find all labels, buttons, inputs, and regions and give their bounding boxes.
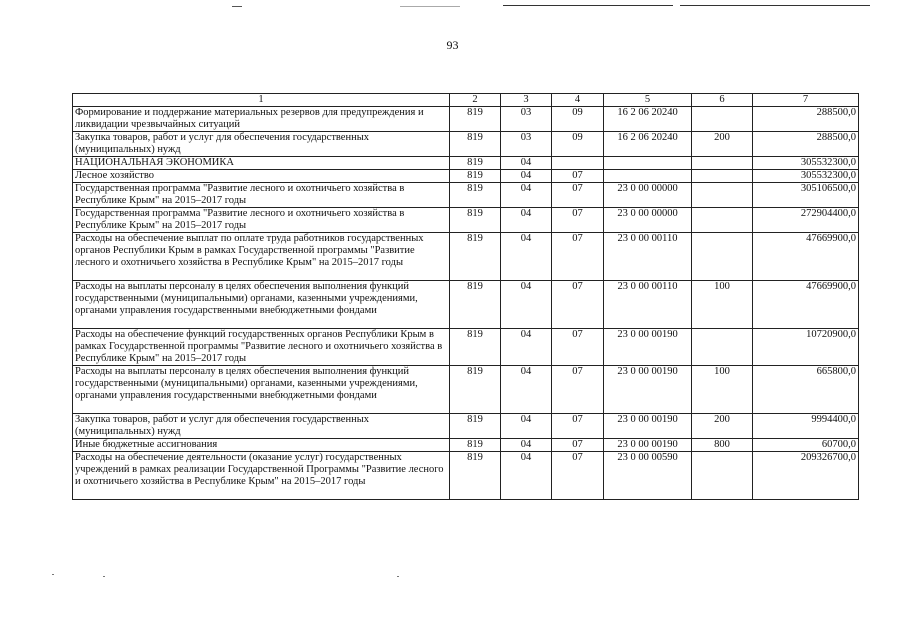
table-row (73, 208, 859, 233)
code-cell: 819 (450, 366, 501, 414)
expense-type-cell (692, 107, 753, 132)
name-cell: Закупка товаров, работ и услуг для обеспечения государственных (муниципальных) нужд (73, 414, 450, 439)
amount-cell: 9994400,0 (753, 414, 859, 439)
amount-cell: 47669900,0 (753, 281, 859, 329)
subsection-cell (552, 157, 604, 170)
scan-artifact-line (232, 6, 242, 7)
scan-artifact-line (400, 6, 460, 7)
amount-cell: 305532300,0 (753, 170, 859, 183)
target-article-cell: 23 0 00 00190 (604, 366, 692, 414)
section-cell: 04 (501, 170, 552, 183)
scan-artifact-dot (103, 576, 105, 577)
subsection-cell: 07 (552, 170, 604, 183)
amount-cell: 10720900,0 (753, 329, 859, 366)
section-cell: 04 (501, 233, 552, 281)
budget-table (72, 93, 859, 500)
code-cell: 819 (450, 329, 501, 366)
subsection-cell: 07 (552, 233, 604, 281)
amount-cell: 665800,0 (753, 366, 859, 414)
expense-type-cell (692, 170, 753, 183)
table-row (73, 452, 859, 500)
section-cell: 04 (501, 452, 552, 500)
subsection-cell: 07 (552, 452, 604, 500)
table-row (73, 366, 859, 414)
amount-cell: 272904400,0 (753, 208, 859, 233)
page-number: 93 (446, 38, 459, 52)
amount-cell: 305106500,0 (753, 183, 859, 208)
table-row (73, 132, 859, 157)
subsection-cell: 07 (552, 439, 604, 452)
scan-artifact-line (503, 5, 673, 6)
table-header-row (73, 94, 859, 107)
section-cell: 04 (501, 281, 552, 329)
section-cell: 04 (501, 366, 552, 414)
name-cell: Формирование и поддержание материальных резервов для предупреждения и ликвидации чрезвычайных ситуаций (73, 107, 450, 132)
code-cell: 819 (450, 233, 501, 281)
expense-type-cell (692, 233, 753, 281)
amount-cell: 209326700,0 (753, 452, 859, 500)
section-cell: 04 (501, 183, 552, 208)
code-cell: 819 (450, 439, 501, 452)
name-cell: НАЦИОНАЛЬНАЯ ЭКОНОМИКА (73, 157, 450, 170)
name-cell: Расходы на обеспечение выплат по оплате труда работников государственных органов Республики Крым в рамках Государственной программы "Развитие лесного и охотничьего хозяйства в Республике Крым" на 2015–2017 годы (73, 233, 450, 281)
target-article-cell (604, 170, 692, 183)
table-row (73, 233, 859, 281)
code-cell: 819 (450, 452, 501, 500)
expense-type-cell (692, 183, 753, 208)
name-cell: Государственная программа "Развитие лесного и охотничьего хозяйства в Республике Крым" на 2015–2017 годы (73, 183, 450, 208)
target-article-cell: 16 2 06 20240 (604, 107, 692, 132)
subsection-cell: 07 (552, 329, 604, 366)
table-row (73, 439, 859, 452)
amount-cell: 288500,0 (753, 107, 859, 132)
table-row (73, 183, 859, 208)
amount-cell: 288500,0 (753, 132, 859, 157)
expense-type-cell (692, 157, 753, 170)
code-cell: 819 (450, 183, 501, 208)
subsection-cell: 07 (552, 414, 604, 439)
section-cell: 04 (501, 157, 552, 170)
scan-artifact-dot (397, 576, 399, 577)
subsection-cell: 07 (552, 183, 604, 208)
name-cell: Расходы на обеспечение функций государственных органов Республики Крым в рамках Государственной программы "Развитие лесного и охотничьего хозяйства в Республике Крым" на 2015–2017 годы (73, 329, 450, 366)
name-cell: Закупка товаров, работ и услуг для обеспечения государственных (муниципальных) нужд (73, 132, 450, 157)
column-header: 4 (552, 94, 604, 107)
expense-type-cell: 100 (692, 281, 753, 329)
code-cell: 819 (450, 208, 501, 233)
column-header: 1 (73, 94, 450, 107)
expense-type-cell (692, 452, 753, 500)
target-article-cell: 16 2 06 20240 (604, 132, 692, 157)
expense-type-cell: 800 (692, 439, 753, 452)
target-article-cell: 23 0 00 00590 (604, 452, 692, 500)
column-header: 2 (450, 94, 501, 107)
section-cell: 04 (501, 414, 552, 439)
subsection-cell: 07 (552, 281, 604, 329)
scan-artifact-dot (52, 574, 54, 575)
name-cell: Расходы на выплаты персоналу в целях обеспечения выполнения функций государственными (муниципальными) органами, казенными учреждениями, органами управления государственными внебюджетными фондами (73, 366, 450, 414)
section-cell: 04 (501, 329, 552, 366)
subsection-cell: 09 (552, 107, 604, 132)
amount-cell: 60700,0 (753, 439, 859, 452)
target-article-cell: 23 0 00 00110 (604, 233, 692, 281)
code-cell: 819 (450, 414, 501, 439)
column-header: 6 (692, 94, 753, 107)
target-article-cell: 23 0 00 00110 (604, 281, 692, 329)
code-cell: 819 (450, 281, 501, 329)
section-cell: 03 (501, 107, 552, 132)
table-row (73, 281, 859, 329)
subsection-cell: 07 (552, 366, 604, 414)
subsection-cell: 07 (552, 208, 604, 233)
code-cell: 819 (450, 157, 501, 170)
amount-cell: 47669900,0 (753, 233, 859, 281)
column-header: 3 (501, 94, 552, 107)
target-article-cell: 23 0 00 00000 (604, 183, 692, 208)
target-article-cell: 23 0 00 00190 (604, 329, 692, 366)
name-cell: Государственная программа "Развитие лесного и охотничьего хозяйства в Республике Крым" на 2015–2017 годы (73, 208, 450, 233)
target-article-cell: 23 0 00 00190 (604, 414, 692, 439)
code-cell: 819 (450, 132, 501, 157)
section-cell: 04 (501, 208, 552, 233)
target-article-cell (604, 157, 692, 170)
table-row (73, 107, 859, 132)
target-article-cell: 23 0 00 00190 (604, 439, 692, 452)
section-cell: 04 (501, 439, 552, 452)
target-article-cell: 23 0 00 00000 (604, 208, 692, 233)
scan-artifact-line (680, 5, 870, 6)
amount-cell: 305532300,0 (753, 157, 859, 170)
table-row (73, 157, 859, 170)
name-cell: Расходы на обеспечение деятельности (оказание услуг) государственных учреждений в рамках реализации Государственной Программы "Развитие лесного и охотничьего хозяйства в Республике Крым" на 2015–2017 годы (73, 452, 450, 500)
code-cell: 819 (450, 170, 501, 183)
column-header: 5 (604, 94, 692, 107)
code-cell: 819 (450, 107, 501, 132)
name-cell: Иные бюджетные ассигнования (73, 439, 450, 452)
section-cell: 03 (501, 132, 552, 157)
expense-type-cell: 200 (692, 414, 753, 439)
expense-type-cell: 200 (692, 132, 753, 157)
expense-type-cell (692, 329, 753, 366)
subsection-cell: 09 (552, 132, 604, 157)
name-cell: Расходы на выплаты персоналу в целях обеспечения выполнения функций государственными (муниципальными) органами, казенными учреждениями, органами управления государственными внебюджетными фондами (73, 281, 450, 329)
table-row (73, 329, 859, 366)
column-header: 7 (753, 94, 859, 107)
table-row (73, 414, 859, 439)
expense-type-cell: 100 (692, 366, 753, 414)
table-row (73, 170, 859, 183)
name-cell: Лесное хозяйство (73, 170, 450, 183)
expense-type-cell (692, 208, 753, 233)
